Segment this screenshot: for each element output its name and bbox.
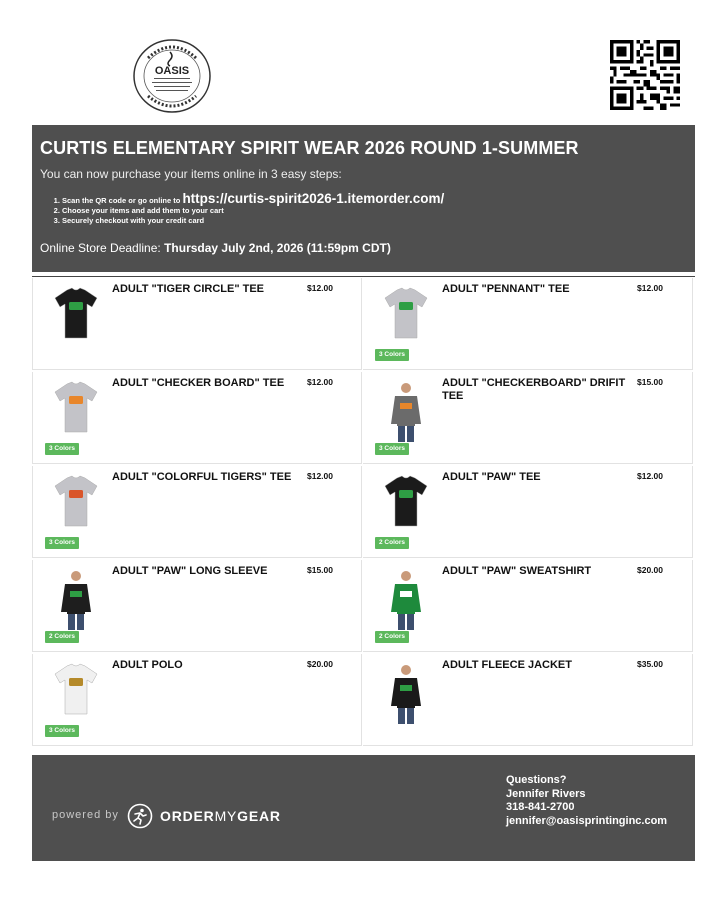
shirt-thumbnail bbox=[45, 566, 107, 632]
step-1-text: Scan the QR code or go online to bbox=[62, 196, 183, 205]
product-name: ADULT "COLORFUL TIGERS" TEE bbox=[112, 471, 292, 483]
oasis-logo bbox=[132, 38, 212, 114]
product-card[interactable] bbox=[363, 560, 693, 652]
step-3: 3. Securely checkout with your credit card bbox=[62, 216, 444, 226]
shirt-thumbnail bbox=[45, 660, 107, 726]
powered-by-text: powered by bbox=[52, 809, 119, 821]
deadline-value: Thursday July 2nd, 2026 (11:59pm CDT) bbox=[164, 241, 391, 255]
product-price: $12.00 bbox=[307, 471, 333, 481]
product-card[interactable] bbox=[363, 466, 693, 558]
product-grid bbox=[32, 278, 695, 746]
steps-list bbox=[40, 191, 445, 226]
product-card[interactable] bbox=[32, 278, 362, 370]
product-card[interactable] bbox=[32, 372, 362, 464]
product-name: ADULT "PENNANT" TEE bbox=[442, 283, 570, 295]
product-price: $35.00 bbox=[637, 659, 663, 669]
product-card[interactable] bbox=[32, 466, 362, 558]
shirt-thumbnail bbox=[375, 284, 437, 350]
product-name: ADULT "CHECKER BOARD" TEE bbox=[112, 377, 285, 389]
shirt-thumbnail bbox=[45, 284, 107, 350]
step-1 bbox=[62, 191, 445, 206]
product-price: $15.00 bbox=[637, 377, 663, 387]
logo-text: OASIS bbox=[154, 65, 190, 77]
color-count-badge: 3 Colors bbox=[375, 443, 409, 455]
color-count-badge: 3 Colors bbox=[45, 725, 79, 737]
product-card[interactable] bbox=[32, 654, 362, 746]
color-count-badge: 3 Colors bbox=[45, 443, 79, 455]
color-count-badge: 2 Colors bbox=[45, 631, 79, 643]
brand-order: ORDER bbox=[160, 808, 215, 824]
shirt-thumbnail bbox=[375, 378, 437, 444]
shirt-thumbnail bbox=[45, 472, 107, 538]
color-count-badge: 3 Colors bbox=[45, 537, 79, 549]
product-card[interactable] bbox=[32, 560, 362, 652]
product-price: $15.00 bbox=[307, 565, 333, 575]
contact-phone[interactable]: 318-841-2700 bbox=[506, 801, 575, 813]
shirt-thumbnail bbox=[375, 472, 437, 538]
divider bbox=[32, 276, 695, 277]
color-count-badge: 2 Colors bbox=[375, 631, 409, 643]
footer bbox=[32, 755, 695, 861]
ordermygear-logo-icon bbox=[127, 803, 153, 829]
brand-my: MY bbox=[214, 808, 238, 824]
contact-heading: Questions? bbox=[506, 774, 567, 786]
contact-email[interactable]: jennifer@oasisprintinginc.com bbox=[506, 814, 668, 827]
deadline-text bbox=[40, 241, 391, 255]
step-2: 2. Choose your items and add them to your cart bbox=[62, 206, 444, 216]
info-banner bbox=[32, 125, 695, 272]
contact-name: Jennifer Rivers bbox=[506, 787, 586, 800]
deadline-label: Online Store Deadline: bbox=[40, 241, 165, 255]
product-price: $12.00 bbox=[307, 377, 333, 387]
product-price: $20.00 bbox=[307, 659, 333, 669]
product-price: $12.00 bbox=[637, 471, 663, 481]
product-price: $12.00 bbox=[637, 283, 663, 293]
ordermygear-logo-text bbox=[160, 808, 281, 824]
product-name: ADULT FLEECE JACKET bbox=[442, 659, 572, 671]
product-name: ADULT "PAW" TEE bbox=[442, 471, 541, 483]
product-card[interactable] bbox=[363, 654, 693, 746]
color-count-badge: 2 Colors bbox=[375, 537, 409, 549]
product-card[interactable] bbox=[363, 372, 693, 464]
store-url-link[interactable]: https://curtis-spirit2026-1.itemorder.com/ bbox=[182, 191, 445, 206]
product-price: $12.00 bbox=[307, 283, 333, 293]
shirt-thumbnail bbox=[375, 566, 437, 632]
product-name: ADULT POLO bbox=[112, 659, 183, 671]
product-name: ADULT "CHECKERBOARD" DRIFIT TEE bbox=[442, 377, 626, 402]
intro-text: You can now purchase your items online in 3 easy steps: bbox=[40, 167, 342, 181]
page-title: CURTIS ELEMENTARY SPIRIT WEAR 2026 ROUND 1-SUMMER bbox=[40, 138, 579, 158]
product-name: ADULT "PAW" SWEATSHIRT bbox=[442, 565, 592, 577]
contact-info bbox=[506, 774, 667, 828]
product-name: ADULT "TIGER CIRCLE" TEE bbox=[112, 283, 265, 295]
color-count-badge: 3 Colors bbox=[375, 349, 409, 361]
brand-gear: GEAR bbox=[237, 808, 281, 824]
shirt-thumbnail bbox=[375, 660, 437, 726]
qr-code-icon[interactable] bbox=[610, 40, 680, 110]
product-card[interactable] bbox=[363, 278, 693, 370]
product-name: ADULT "PAW" LONG SLEEVE bbox=[112, 565, 268, 577]
shirt-thumbnail bbox=[45, 378, 107, 444]
product-price: $20.00 bbox=[637, 565, 663, 575]
